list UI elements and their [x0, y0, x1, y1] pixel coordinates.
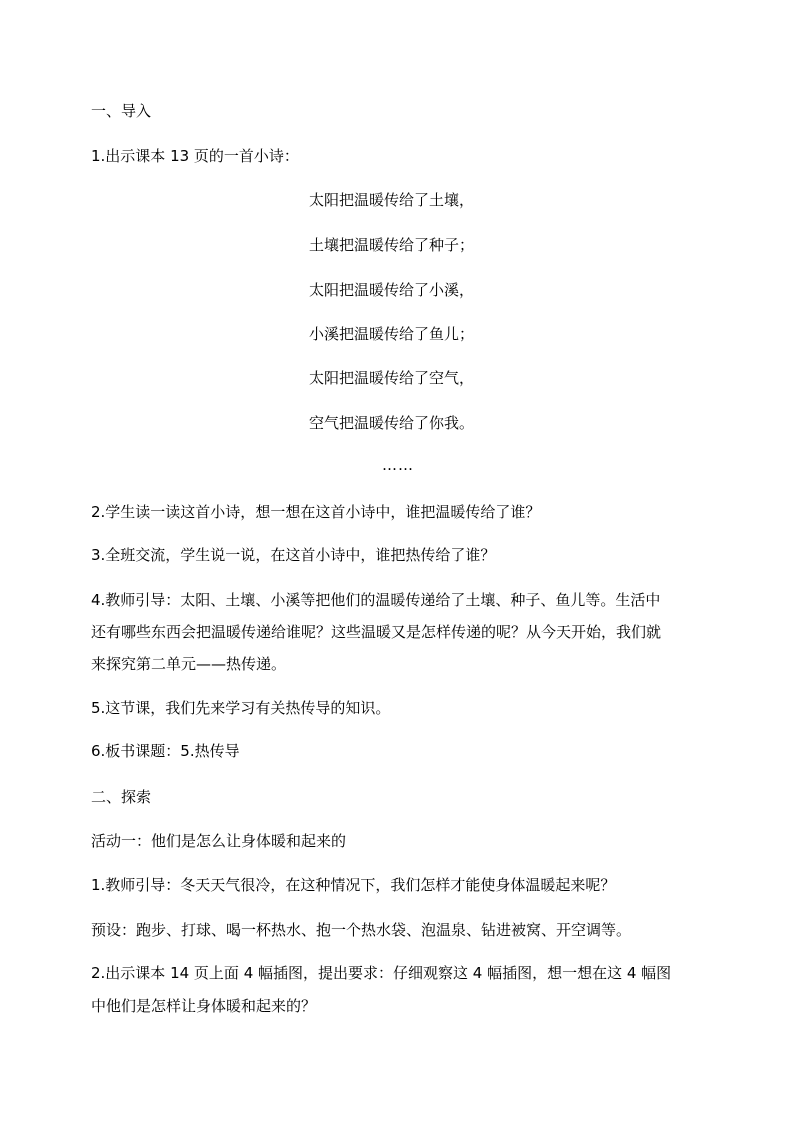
activity-title: 活动一：他们是怎么让身体暖和起来的	[91, 832, 347, 850]
poem-line: 空气把温暖传给了你我。	[309, 414, 475, 432]
item-1: 1.出示课本 13 页的一首小诗：	[91, 147, 299, 165]
poem-line: 太阳把温暖传给了小溪，	[309, 281, 475, 299]
activity-item-2-line: 2.出示课本 14 页上面 4 幅插图，提出要求：仔细观察这 4 幅插图，想一想在这 4 幅图	[91, 964, 672, 982]
section-heading-explore: 二、探索	[91, 788, 152, 806]
poem-line: 小溪把温暖传给了鱼儿；	[309, 325, 475, 343]
item-4-line: 来探究第二单元——热传递。	[91, 655, 287, 673]
poem-line: 土壤把温暖传给了种子；	[309, 236, 475, 254]
item-4-line: 4.教师引导：太阳、土壤、小溪等把他们的温暖传递给了土壤、种子、鱼儿等。生活中	[91, 591, 661, 609]
item-2: 2.学生读一读这首小诗，想一想在这首小诗中，谁把温暖传给了谁？	[91, 503, 541, 521]
item-4-line: 还有哪些东西会把温暖传递给谁呢？这些温暖又是怎样传递的呢？从今天开始，我们就	[91, 623, 662, 641]
poem-line: 太阳把温暖传给了土壤，	[309, 191, 475, 209]
item-5: 5.这节课，我们先来学习有关热传导的知识。	[91, 699, 391, 717]
poem-ellipsis: ……	[382, 456, 414, 474]
poem-line: 太阳把温暖传给了空气，	[309, 369, 475, 387]
activity-item-2-line: 中他们是怎样让身体暖和起来的？	[91, 997, 317, 1015]
item-6: 6.板书课题：5.热传导	[91, 742, 240, 760]
item-3: 3.全班交流，学生说一说，在这首小诗中，谁把热传给了谁？	[91, 546, 496, 564]
section-heading-intro: 一、导入	[91, 102, 152, 120]
activity-item-1: 1.教师引导：冬天天气很冷，在这种情况下，我们怎样才能使身体温暖起来呢？	[91, 876, 616, 894]
activity-preset: 预设：跑步、打球、喝一杯热水、抱一个热水袋、泡温泉、钻进被窝、开空调等。	[91, 921, 632, 939]
